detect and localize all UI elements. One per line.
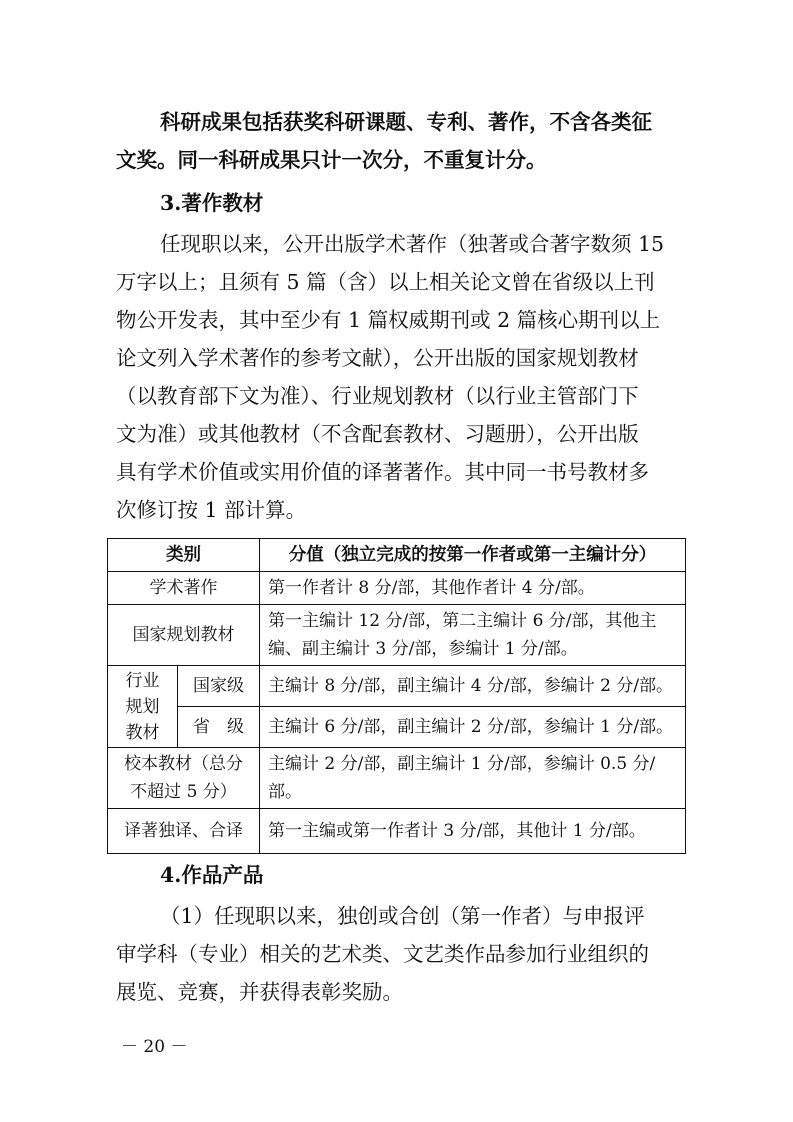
body-line: 任现职以来，公开出版学术著作（独著或合著字数须 15 xyxy=(160,232,665,256)
level-cell: 国家级 xyxy=(178,666,260,707)
body-line: 论文列入学术著作的参考文献），公开出版的国家规划教材 xyxy=(116,346,639,370)
body-line: 文为准）或其他教材（不含配套教材、习题册），公开出版 xyxy=(116,422,639,446)
category-line: 教材 xyxy=(125,722,160,743)
table-row xyxy=(108,748,686,809)
category-line: 校本教材（总分 xyxy=(124,754,243,774)
category-cell: 译著独译、合译 xyxy=(108,809,260,854)
header-category: 类别 xyxy=(108,539,260,572)
score-line: 部。 xyxy=(268,782,302,802)
body-line: 万字以上；且须有 5 篇（含）以上相关论文曾在省级以上刊 xyxy=(116,270,655,294)
category-line: 不超过 5 分） xyxy=(130,782,237,802)
level-cell: 省 级 xyxy=(178,707,260,748)
score-cell: 第一作者计 8 分/部，其他作者计 4 分/部。 xyxy=(260,572,686,605)
section-4-paragraph xyxy=(116,897,686,1011)
section-4-heading: 4.作品产品 xyxy=(160,863,264,887)
table-row xyxy=(108,666,686,707)
score-cell xyxy=(260,605,686,666)
score-line: 主编计 2 分/部，副主编计 1 分/部，参编计 0.5 分/ xyxy=(268,754,656,774)
body-line: （1）任现职以来，独创或合创（第一作者）与申报评 xyxy=(160,904,645,928)
table-row xyxy=(108,809,686,854)
body-line: 具有学术价值或实用价值的译著著作。其中同一书号教材多 xyxy=(116,460,649,484)
body-line: 次修订按 1 部计算。 xyxy=(116,498,307,522)
score-cell xyxy=(260,748,686,809)
page-number: － 20 － xyxy=(121,1037,188,1057)
intro-line: 文奖。同一科研成果只计一次分，不重复计分。 xyxy=(116,148,547,172)
score-cell: 主编计 8 分/部，副主编计 4 分/部，参编计 2 分/部。 xyxy=(260,666,686,707)
body-line: （以教育部下文为准）、行业规划教材（以行业主管部门下 xyxy=(116,384,639,408)
category-cell xyxy=(108,666,178,748)
score-cell: 主编计 6 分/部，副主编计 2 分/部，参编计 1 分/部。 xyxy=(260,707,686,748)
table-header-row xyxy=(108,539,686,572)
table-row xyxy=(108,707,686,748)
table-row xyxy=(108,605,686,666)
category-cell xyxy=(108,748,260,809)
category-cell: 国家规划教材 xyxy=(108,605,260,666)
score-line: 编、副主编计 3 分/部，参编计 1 分/部。 xyxy=(268,639,578,659)
header-score: 分值（独立完成的按第一作者或第一主编计分） xyxy=(260,539,686,572)
score-line: 第一主编计 12 分/部，第二主编计 6 分/部，其他主 xyxy=(268,611,657,631)
section-3-paragraph xyxy=(116,225,686,529)
score-cell: 第一主编或第一作者计 3 分/部，其他计 1 分/部。 xyxy=(260,809,686,854)
body-line: 物公开发表，其中至少有 1 篇权威期刊或 2 篇核心期刊以上 xyxy=(116,308,661,332)
category-cell: 学术著作 xyxy=(108,572,260,605)
table-row xyxy=(108,572,686,605)
body-line: 审学科（专业）相关的艺术类、文艺类作品参加行业组织的 xyxy=(116,942,649,966)
category-line: 规划 xyxy=(125,696,160,717)
score-table xyxy=(107,538,686,854)
section-3-heading: 3.著作教材 xyxy=(160,191,264,215)
category-line: 行业 xyxy=(125,670,160,691)
body-line: 展览、竞赛，并获得表彰奖励。 xyxy=(116,980,403,1004)
intro-line: 科研成果包括获奖科研课题、专利、著作，不含各类征 xyxy=(160,110,652,134)
intro-paragraph xyxy=(116,103,686,179)
